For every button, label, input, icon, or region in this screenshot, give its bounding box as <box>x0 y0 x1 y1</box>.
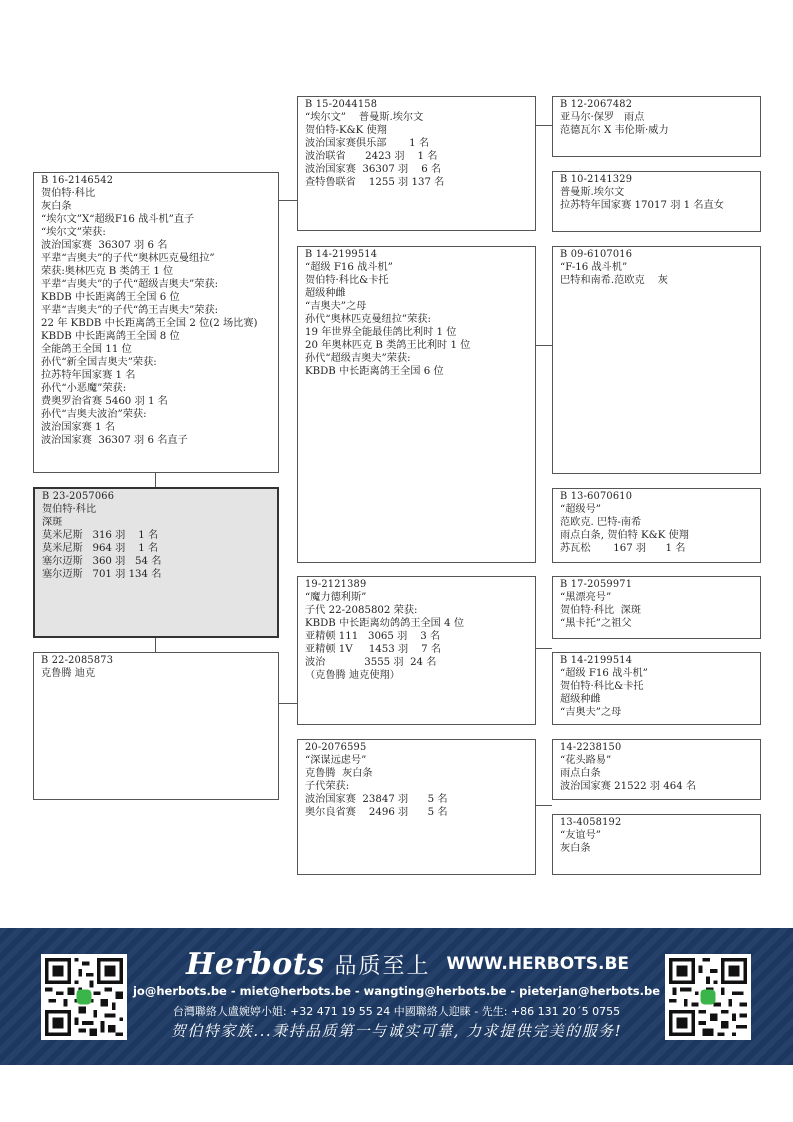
pedigree-line: 贺伯特·科比 深斑 <box>560 605 642 616</box>
connector-line <box>535 125 552 126</box>
pedigree-line: 灰白条 <box>41 201 72 212</box>
pedigree-line: 深斑 <box>42 517 63 528</box>
ring-number: 20-2076595 <box>305 742 367 753</box>
sire-dam-box <box>297 246 536 563</box>
pedigree-line: 雨点白条, 贺伯特 K&K 使翔 <box>560 530 689 541</box>
pedigree-line: 孙代“超级吉奥夫”荣获: <box>305 353 411 364</box>
ring-number: B 13-6070610 <box>560 491 633 502</box>
pedigree-line: 巴特和南希.范欧克 灰 <box>560 275 668 286</box>
pedigree-line: 波治 3555 羽 24 名 <box>305 657 437 668</box>
pedigree-line: “埃尔文”X“超级F16 战斗机”直子 <box>41 214 195 225</box>
pedigree-line: 莫米尼斯 964 羽 1 名 <box>42 543 159 554</box>
pedigree-line: 贺伯特·科比&卡托 <box>560 681 644 692</box>
pedigree-line: 查特鲁联省 1255 羽 137 名 <box>305 177 445 188</box>
pedigree-line: 费奥罗治省赛 5460 羽 1 名 <box>41 396 168 407</box>
pedigree-line: KBDB 中长距离幼鸽鸽王全国 4 位 <box>305 618 465 629</box>
ring-number: B 23-2057066 <box>42 491 115 502</box>
pedigree-line: “黑卡托”之祖父 <box>560 618 632 629</box>
dam-sire-box <box>297 576 536 725</box>
pedigree-line: 贺伯特-K&K 使翔 <box>305 125 387 136</box>
pedigree-line: 超级种雌 <box>305 288 346 299</box>
pedigree-line: 平辈“吉奥夫”的子代“鸽王吉奥夫”荣获: <box>41 305 219 316</box>
pedigree-line: 波治国家赛 36307 羽 6 名直子 <box>41 435 188 446</box>
connector-line <box>278 703 297 704</box>
main-pigeon-box <box>33 487 279 638</box>
ring-number: B 14-2199514 <box>560 655 633 666</box>
pedigree-line: 塞尔迈斯 360 羽 54 名 <box>42 556 162 567</box>
ring-number: B 16-2146542 <box>41 175 114 186</box>
pedigree-line: KBDB 中长距离鸽王全国 6 位 <box>41 292 180 303</box>
footer-banner <box>0 928 793 1065</box>
herbots-logo: Herbots <box>186 946 325 982</box>
dam-dam-box <box>297 739 536 875</box>
pedigree-line: 克鲁腾 灰白条 <box>305 768 373 779</box>
motto: 贺伯特家族...秉持品质第一与诚实可靠, 力求提供完美的服务! <box>170 1022 623 1040</box>
pedigree-line: “友谊号” <box>560 830 601 841</box>
sire-box <box>33 172 279 473</box>
dam-box <box>33 652 279 800</box>
pedigree-line: 子代荣获: <box>305 781 350 792</box>
pedigree-line: 平辈“吉奥夫”的子代“超级吉奥夫”荣获: <box>41 279 219 290</box>
pedigree-line: 超级种雌 <box>560 694 601 705</box>
pedigree-line: “黑漂亮号” <box>560 592 612 603</box>
pedigree-line: 塞尔迈斯 701 羽 134 名 <box>42 569 162 580</box>
pedigree-line: 孙代“奥林匹克曼纽拉”荣获: <box>305 314 431 325</box>
pedigree-line: 孙代“新全国吉奥夫”荣获: <box>41 357 157 368</box>
ring-number: B 10-2141329 <box>560 174 633 185</box>
dsd-box <box>552 652 761 725</box>
pedigree-line: “超级 F16 战斗机” <box>305 262 393 273</box>
contact-phones: 台灣聯絡人盧婉婷小姐: +32 471 19 55 24 中國聯絡人迎睐 - 先生: +86 131 20´5 0755 <box>172 1005 621 1018</box>
pedigree-line: “埃尔文”荣获: <box>41 227 106 238</box>
sire-sire-box <box>297 96 536 231</box>
pedigree-line: （克鲁腾 迪克使翔） <box>305 670 400 681</box>
sds-box <box>552 246 761 474</box>
pedigree-line: 波治国家赛 23847 羽 5 名 <box>305 794 448 805</box>
pedigree-line: 范欧克. 巴特-南希 <box>560 517 642 528</box>
pedigree-line: 莫米尼斯 316 羽 1 名 <box>42 530 159 541</box>
ring-number: B 12-2067482 <box>560 99 633 110</box>
pedigree-line: 亚马尔·保罗 雨点 <box>560 112 645 123</box>
pedigree-line: 贺伯特·科比&卡托 <box>305 275 389 286</box>
connector-line <box>155 472 156 488</box>
ring-number: 14-2238150 <box>560 742 622 753</box>
pedigree-line: 波治国家赛 1 名 <box>41 422 116 433</box>
pedigree-line: 22 年 KBDB 中长距离鸽王全国 2 位(2 场比赛) <box>41 318 258 329</box>
pedigree-line: 平辈“吉奥夫”的子代“奥林匹克曼纽拉” <box>41 253 215 264</box>
connector-line <box>535 345 552 346</box>
pedigree-line: 普曼斯.埃尔文 <box>560 187 625 198</box>
connector-line <box>535 805 552 806</box>
ring-number: 19-2121389 <box>305 579 367 590</box>
pedigree-line: 亚精顿 1V 1453 羽 7 名 <box>305 644 442 655</box>
ring-number: B 22-2085873 <box>41 655 114 666</box>
pedigree-line: “F-16 战斗机” <box>560 262 628 273</box>
contact-emails[interactable]: jo@herbots.be - miet@herbots.be - wangting@herbots.be - pieterjan@herbots.be <box>132 984 661 998</box>
slogan: 品质至上 <box>334 953 431 979</box>
pedigree-line: 荣获:奥林匹克 B 类鸽王 1 位 <box>41 266 174 277</box>
pedigree-line: KBDB 中长距离鸽王全国 6 位 <box>305 366 444 377</box>
wechat-qr-code-icon <box>665 954 751 1040</box>
ddd-box <box>552 814 761 875</box>
pedigree-line: 雨点白条 <box>560 768 601 779</box>
pedigree-line: 贺伯特·科比 <box>42 504 97 515</box>
ring-number: B 15-2044158 <box>305 99 378 110</box>
pedigree-line: 波治国家赛 36307 羽 6 名 <box>41 240 168 251</box>
pedigree-line: 19 年世界全能最佳鸽比利时 1 位 <box>305 327 457 338</box>
ring-number: 13-4058192 <box>560 817 622 828</box>
pedigree-line: 灰白条 <box>560 843 591 854</box>
pedigree-line: 波治国家赛 36307 羽 6 名 <box>305 164 442 175</box>
pedigree-line: 奥尔良省赛 2496 羽 5 名 <box>305 807 448 818</box>
sss-box <box>552 96 761 157</box>
pedigree-line: 贺伯特·科比 <box>41 188 96 199</box>
pedigree-line: “吉奥夫”之母 <box>305 301 367 312</box>
pedigree-line: 范德瓦尔 X 韦伦斯·威力 <box>560 125 669 136</box>
pedigree-line: 拉苏特年国家赛 1 名 <box>41 370 136 381</box>
ring-number: B 17-2059971 <box>560 579 633 590</box>
connector-line <box>535 648 552 649</box>
pedigree-line: 波治国家赛 21522 羽 464 名 <box>560 781 697 792</box>
dss-box <box>552 576 761 639</box>
ring-number: B 14-2199514 <box>305 249 378 260</box>
pedigree-line: “深谋远虑号” <box>305 755 367 766</box>
pedigree-line: 孙代“吉奥夫波治”荣获: <box>41 409 147 420</box>
pedigree-line: KBDB 中长距离鸽王全国 8 位 <box>41 331 180 342</box>
dds-box <box>552 739 761 800</box>
pedigree-line: 子代 22-2085802 荣获: <box>305 605 418 616</box>
website-link[interactable]: WWW.HERBOTS.BE <box>446 954 630 974</box>
pedigree-line: 波治联省 2423 羽 1 名 <box>305 151 438 162</box>
ssd-box <box>552 171 761 232</box>
pedigree-line: 亚精顿 111 3065 羽 3 名 <box>305 631 441 642</box>
pedigree-line: “埃尔文” 普曼斯.埃尔文 <box>305 112 424 123</box>
pedigree-line: 苏瓦松 167 羽 1 名 <box>560 543 686 554</box>
pedigree-line: “花头路易” <box>560 755 612 766</box>
pedigree-line: 20 年奥林匹克 B 类鸽王比利时 1 位 <box>305 340 471 351</box>
brand-row <box>186 946 629 982</box>
ring-number: B 09-6107016 <box>560 249 633 260</box>
pedigree-line: 拉苏特年国家赛 17017 羽 1 名直女 <box>560 200 724 211</box>
connector-line <box>278 200 297 201</box>
pedigree-line: “超级 F16 战斗机” <box>560 668 648 679</box>
pedigree-line: 孙代“小恶魔”荣获: <box>41 383 127 394</box>
sdd-box <box>552 488 761 563</box>
pedigree-line: “吉奥夫”之母 <box>560 707 622 718</box>
pedigree-line: “魔力德利斯” <box>305 592 367 603</box>
pedigree-line: 全能鸽王全国 11 位 <box>41 344 132 355</box>
pedigree-line: 波治国家赛俱乐部 1 名 <box>305 138 430 149</box>
pedigree-line: 克鲁腾 迪克 <box>41 668 96 679</box>
connector-line <box>155 637 156 653</box>
pedigree-line: “超级号” <box>560 504 601 515</box>
